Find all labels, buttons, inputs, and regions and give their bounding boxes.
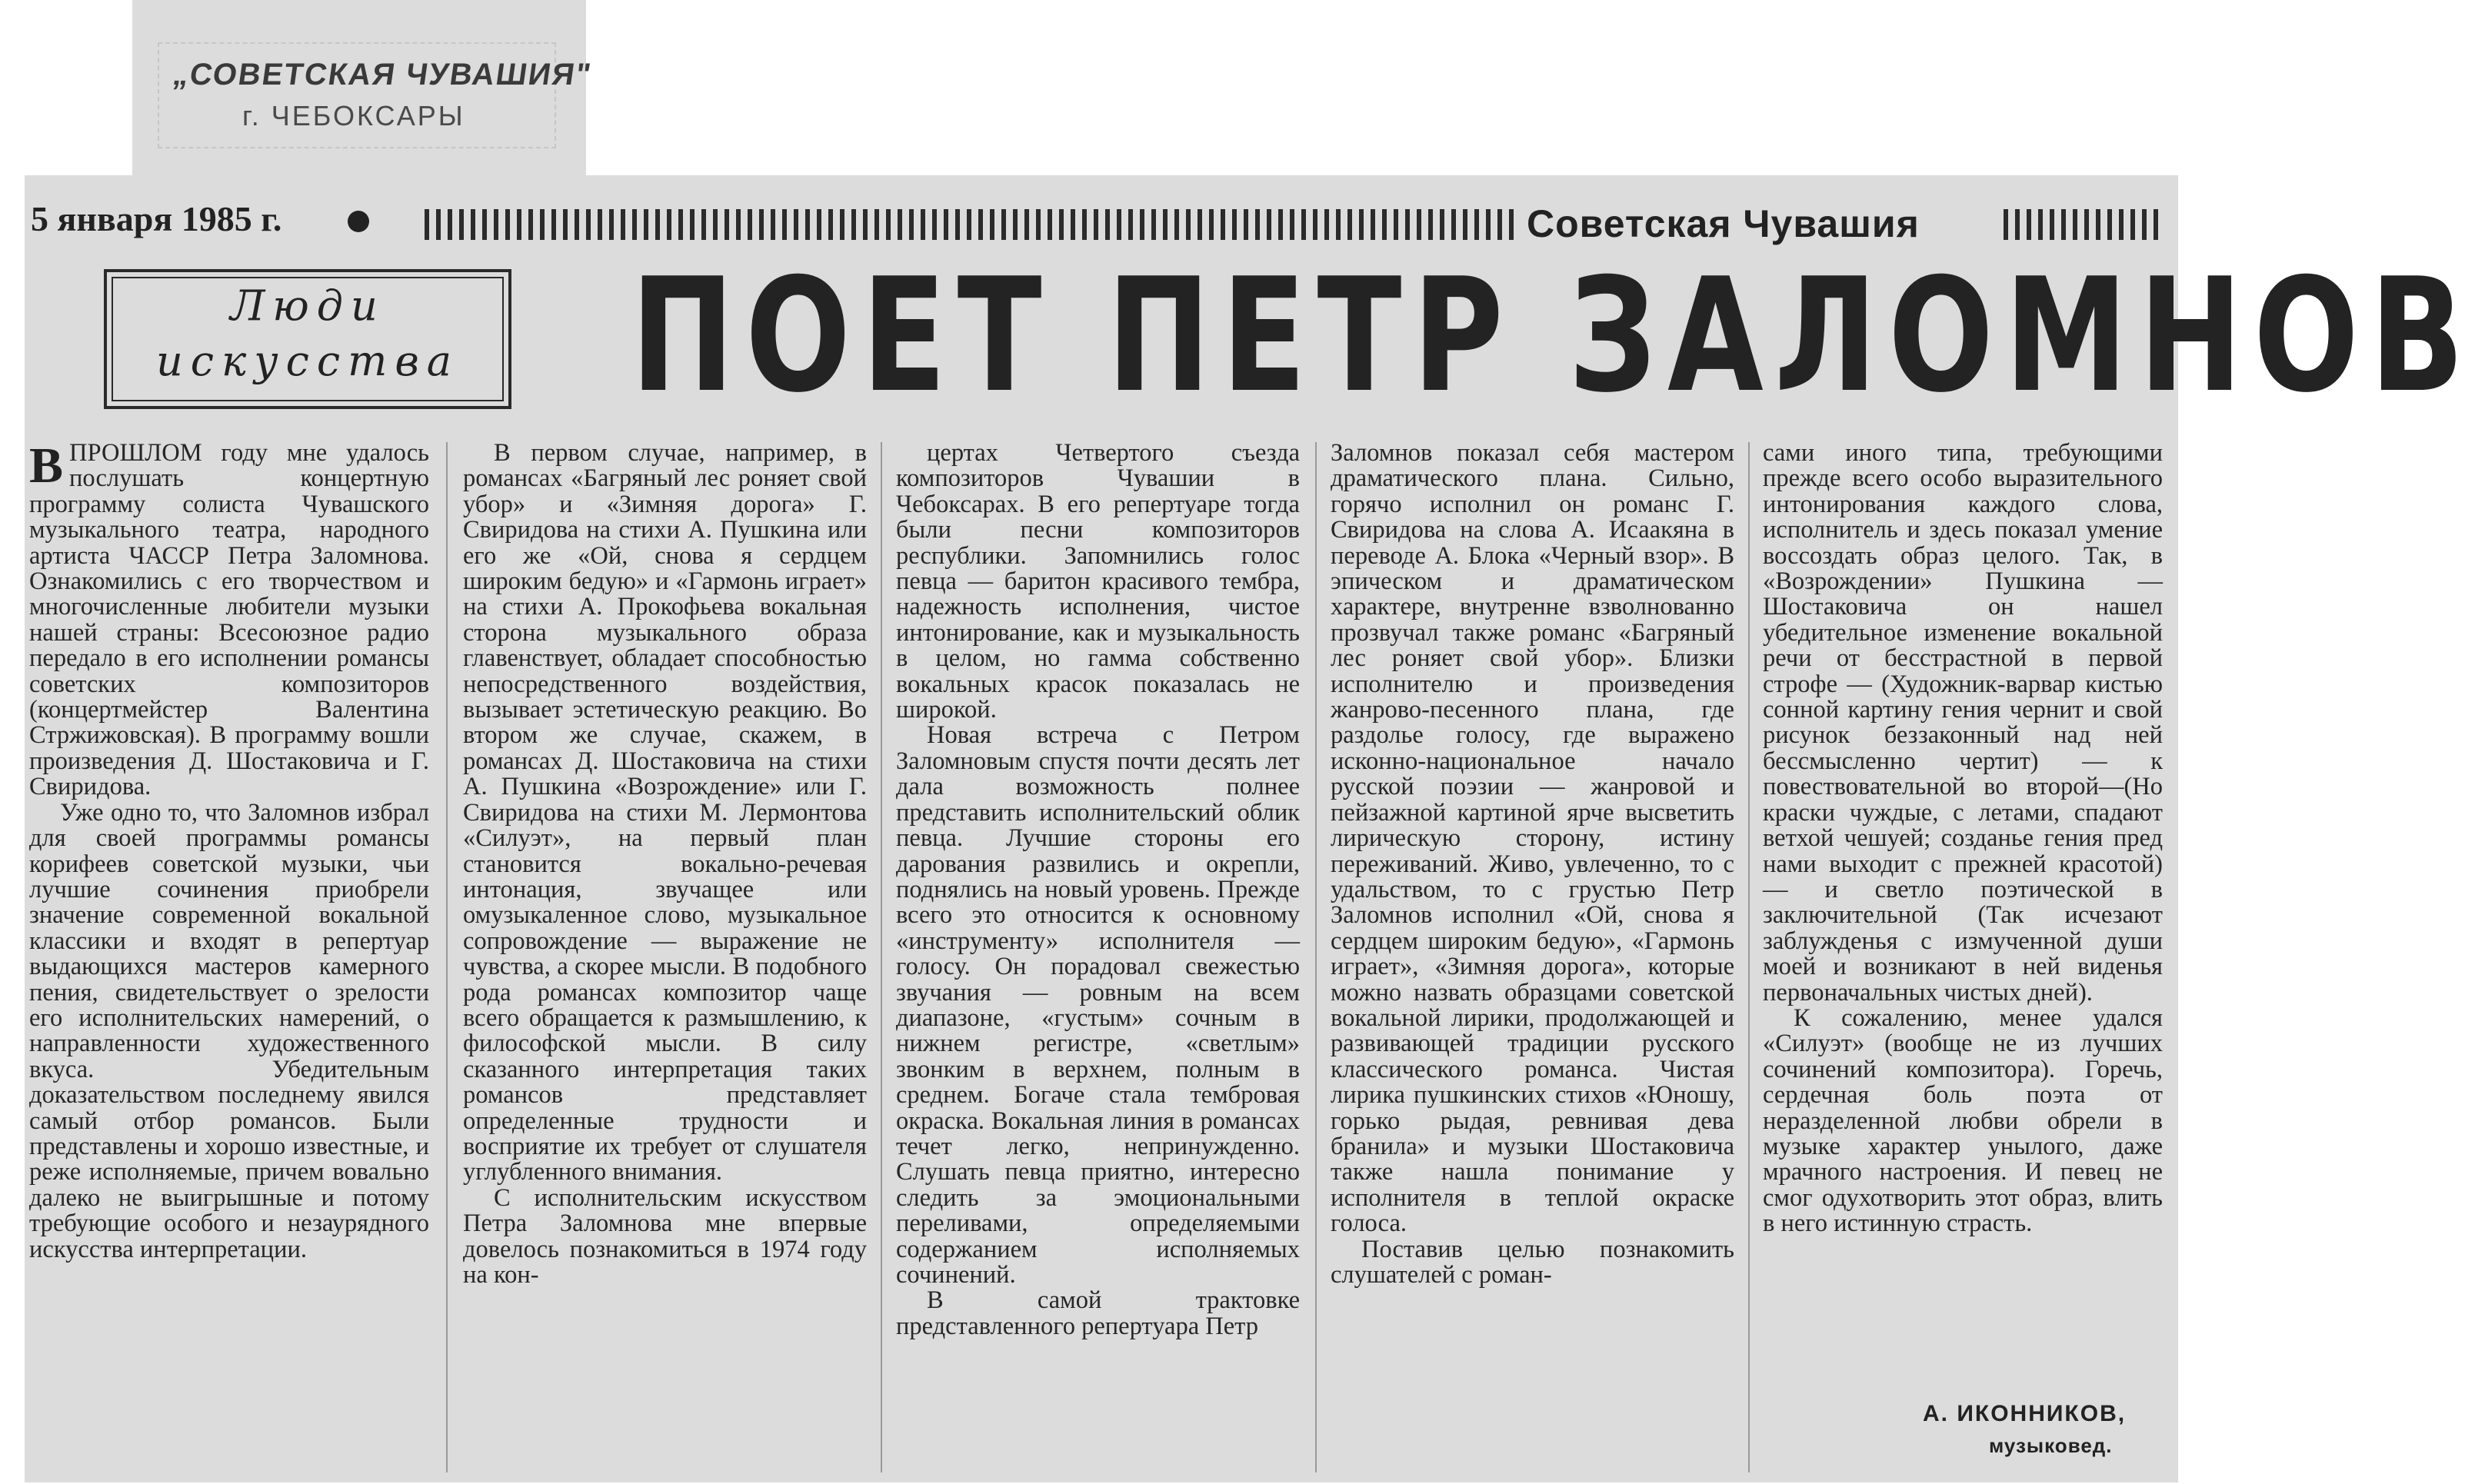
paragraph: Заломнов показал себя мастером драматического плана. Сильно, горячо исполнил он романс Г. Свиридова на слова А. Исаакяна в переводе А. Блока «Черный взор». В эпическом и драматическом характере, внутренне взволнованно прозвучал также романс «Багряный лес роняет свой убор». Близки исполнителю и произведения жанрово-песенного плана, где раздолье голосу, где выражено исконно-национальное начало русской поэзии — жанровой и пейзажной картиной ярче высветить лирическую сторону, истину переживаний. Живо, увлеченно, то с удальством, то с грустью Петр Заломнов исполнил «Ой, снова я сердцем широким бедую», «Гармонь играет», «Зимняя дорога», которые можно назвать образцами советской вокальной лирики, продолжающей и развивающей традиции русского классического романса. Чистая лирика пушкинских стихов «Юношу, горько рыдая, ревнивая дева бранила» и музыки Шостаковича также нашла понимание у исполнителя в теплой окраске голоса. — [1331, 439, 1734, 1238]
paragraph: В самой трактовке представленного репертуара Петр — [896, 1286, 1300, 1340]
stamp-newspaper-name: „СОВЕТСКАЯ ЧУВАШИЯ" — [170, 58, 595, 92]
stamp-city: г. ЧЕБОКСАРЫ — [242, 100, 465, 131]
article-column-2 — [463, 441, 867, 1288]
header-rule — [425, 209, 1517, 240]
masthead: Советская Чувашия — [1527, 202, 1920, 245]
paragraph: С исполнительским искусством Петра Заломнова мне впервые довелось познакомиться в 1974 году на кон- — [463, 1183, 867, 1289]
column-divider — [1748, 442, 1750, 1472]
rubric-line-2: искусства — [156, 337, 459, 385]
article-headline: ПОЕТ ПЕТР ЗАЛОМНОВ — [631, 245, 2475, 428]
rubric-inner — [112, 277, 504, 401]
paragraph: сами иного типа, требующими прежде всего особо выразительного интонирования каждого слова, исполнитель и здесь показал умение воссоздать образ целого. Так, в «Возрождении» Пушкина — Шостаковича он нашел убедительное изменение вокальной речи от бесстрастной в первой строфе — (Художник-варвар кистью сонной картину гения чернит и свой рисунок беззаконный над ней бессмысленно чертит) — к повествовательной во второй—(Но краски чуждые, с летами, спадают ветхой чешуей; созданье гения пред нами выходит с прежней красотой) — и светло поэтической в заключительной (Так исчезают заблужденья с измученной души моей и возникают в ней виденья первоначальных чистых дней). — [1763, 439, 2163, 1007]
column-divider — [1315, 442, 1317, 1472]
author-signature: А. ИКОННИКОВ, — [1923, 1401, 2127, 1426]
article-column-1 — [29, 438, 429, 1263]
rubric-line-1: Люди — [230, 281, 385, 330]
article-column-3 — [896, 441, 1300, 1339]
rubric-box — [104, 269, 511, 409]
paragraph: Новая встреча с Петром Заломновым спустя почти десять лет дала возможность полнее представить исполнительский облик певца. Лучшие стороны его дарования развились и окрепли, поднялись на новый уровень. Прежде всего это относится к основному «инструменту» исполнителя — голосу. Он порадовал свежестью звучания — ровным на всем диапазоне, «густым» сочным в нижнем регистре, «светлым» звонким в верхнем, полным в среднем. Богаче стала тембровая окраска. Вокальная линия в романсах течет легко, непринужденно. Слушать певца приятно, интересно следить за эмоциональными переливами, определяемыми содержанием исполняемых сочинений. — [896, 721, 1300, 1289]
column-divider — [881, 442, 882, 1472]
article-column-4 — [1331, 441, 1734, 1288]
paragraph-text: ПРОШЛОМ году мне удалось послушать концертную программу солиста Чувашского музыкального театра, народного артиста ЧАССР Петра Заломнова. Ознакомились с его творчеством и многочисленные любители музыки нашей страны: Всесоюзное радио передало в его исполнении романсы советских композиторов (концертмейстер Валентина Стржижовская). В программу вошли произведения Д. Шостаковича и Г. Свиридова. — [29, 439, 429, 801]
column-divider — [446, 442, 448, 1472]
paragraph: цертах Четвертого съезда композиторов Чувашии в Чебоксарах. В его репертуаре тогда были песни композиторов республики. Запомнились голос певца — баритон красивого тембра, надежность исполнения, чистое интонирование, как и музыкальность в целом, но гамма собственно вокальных красок показалась не широкой. — [896, 439, 1300, 724]
issue-date: 5 января 1985 г. — [31, 199, 282, 238]
paragraph: Уже одно то, что Заломнов избрал для своей программы романсы корифеев советской музыки, чьи лучшие сочинения приобрели значение современной вокальной классики и входят в репертуар выдающихся мастеров камерного пения, свидетельствует о зрелости его исполнительских намерений, о направленности художественного вкуса. Убедительным доказательством последнему явился самый отбор романсов. Были представлены и хорошо известные, и реже исполняемые, причем вовально далеко не выигрышные и потому требующие особого и незаурядного искусства интерпретации. — [29, 798, 429, 1263]
bullet-icon — [348, 211, 369, 232]
newspaper-stamp — [158, 42, 595, 150]
paragraph: В первом случае, например, в романсах «Багряный лес роняет свой убор» и «Зимняя дорога» Г. Свиридова на стихи А. Пушкина или его же «Ой, снова я сердцем широким бедую» и «Гармонь играет» на стихи А. Прокофьева вокальная сторона музыкального образа главенствует, обладает способностью непосредственного воздействия, вызывает эстетическую реакцию. Во втором же случае, скажем, в романсах Д. Шостаковича на стихи А. Пушкина «Возрождение» или Г. Свиридова на стихи М. Лермонтова «Силуэт», на первый план становится вокально-речевая интонация, звучащее или омузыкаленное слово, музыкальное сопровождение — выражение не чувства, а скорее мысли. В подобного рода романсах композитор чаще всего обращается к размышлению, к философской мысли. В силу сказанного интерпретация таких романсов представляет определенные трудности и восприятие их требует от слушателя углубленного внимания. — [463, 439, 867, 1186]
paragraph: К сожалению, менее удался «Силуэт» (вообще не из лучших сочинений композитора). Горечь, сердечная боль поэта от неразделенной любви обрели в музыке характер унылого, даже мрачного настроения. И певец не смог одухотворить этот образ, влить в него истинную страсть. — [1763, 1003, 2163, 1238]
paragraph: Поставив целью познакомить слушателей с роман- — [1331, 1235, 1734, 1289]
drop-cap: В — [29, 438, 64, 494]
paragraph — [29, 438, 429, 801]
article-column-5 — [1763, 441, 2163, 1237]
header-rule-tail — [2004, 209, 2165, 240]
author-role: музыковед. — [1989, 1434, 2113, 1457]
